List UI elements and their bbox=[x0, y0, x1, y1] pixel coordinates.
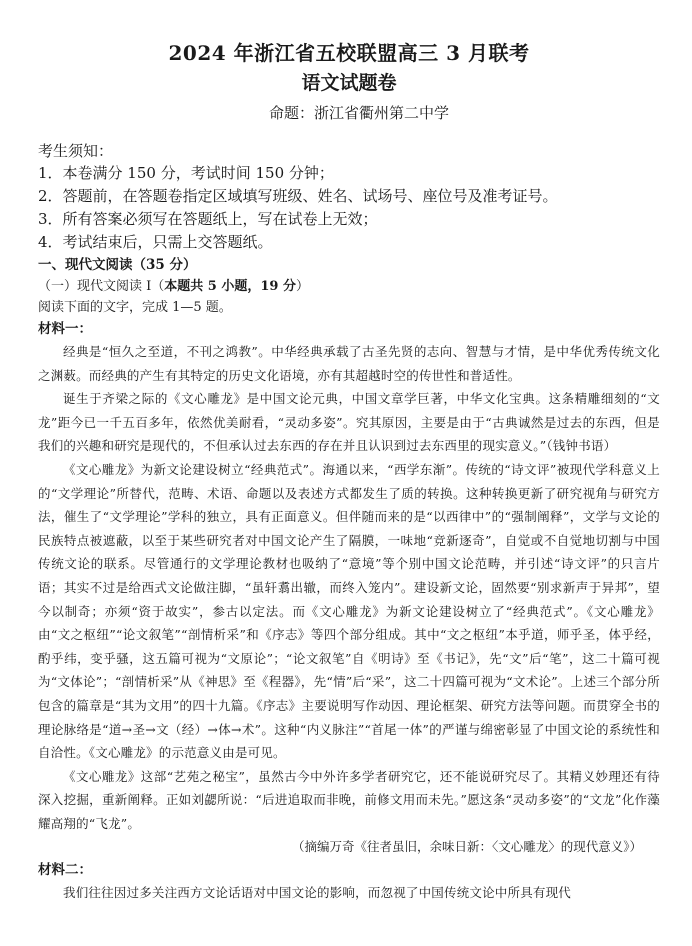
notice-item: 1．本卷满分 150 分，考试时间 150 分钟； bbox=[38, 164, 334, 182]
notice-item: 4．考试结束后，只需上交答题纸。 bbox=[38, 233, 273, 251]
material-source: （摘编万奇《往者虽旧，余味日新：〈文心雕龙〉的现代意义》） bbox=[291, 839, 642, 855]
subsection-suffix: ） bbox=[296, 279, 310, 294]
notice-item: 3．所有答案必须写在答题纸上，写在试卷上无效； bbox=[38, 210, 378, 228]
section-heading: 一、现代文阅读（35 分） bbox=[38, 257, 197, 273]
subsection-heading bbox=[38, 276, 660, 297]
material-paragraph: 诞生于齐梁之际的《文心雕龙》是中国文论元典，中国文章学巨著，中华文化宝典。这条精雕细刻的“文龙”距今已一千五百多年，依然优美耐看，“灵动多姿”。究其原因，主要是由于“古典诚然是过去的东西，但是我们的兴趣和研究是现代的，不但承认过去东西的存在并且认识到过去东西里的现实意义。”（钱钟书语） bbox=[38, 391, 660, 454]
notice-item: 2．答题前，在答题卷指定区域填写班级、姓名、试场号、座位号及准考证号。 bbox=[38, 187, 558, 205]
material-paragraph: 经典是“恒久之至道，不刊之鸿教”。中华经典承载了古圣先贤的志向、智慧与才情，是中华优秀传统文化之渊薮。而经典的产生有其特定的历史文化语境，亦有其超越时空的传世性和普适性。 bbox=[38, 344, 660, 383]
material-paragraph: 《文心雕龙》为新文论建设树立“经典范式”。海通以来，“西学东渐”。传统的“诗文评”被现代学科意义上的“文学理论”所替代，范畴、术语、命题以及表述方式都发生了质的转换。这种转换更新了研究视角与研究方法，催生了“文学理论”学科的独立，具有正面意义。但伴随而来的是“以西律中”的“强制阐释”，文学与文论的民族特点被遮蔽，以至于某些研究者对中国文论产生了隔膜，一味地“竞新逐奇”，自觉或不自觉地切割与中国传统文论的联系。尽管通行的文学理论教材也吸纳了“意境”等个别中国文论范畴，并引述“诗文评”的只言片语；其实不过是给西式文论做注脚，“虽轩翥出辙，而终入笼内”。建设新文论，固然要“别求新声于异邦”，望今以制奇；亦须“资于故实”，参古以定法。而《文心雕龙》为新文论建设树立了“经典范式”。《文心雕龙》由“文之枢纽”“论文叙笔”“剖情析采”和《序志》等四个部分组成。其中“文之枢纽”本乎道，师乎圣，体乎经，酌乎纬，变乎骚，这五篇可视为“文原论”；“论文叙笔”自《明诗》至《书记》，先“文”后“笔”，这二十篇可视为“文体论”；“剖情析采”从《神思》至《程器》，先“情”后“采”，这二十四篇可视为“文术论”。上述三个部分所包含的篇章是“其为文用”的四十九篇。《序志》主要说明写作动因、理论框架、研究方法等问题。而贯穿全书的理论脉络是“道→圣→文（经）→体→术”。这种“内义脉注”“首尾一体”的严谨与绵密彰显了中国文论的系统性和自洽性。《文心雕龙》的示范意义由是可见。 bbox=[38, 461, 660, 761]
reading-instruction: 阅读下面的文字，完成 1—5 题。 bbox=[38, 300, 232, 315]
material-label: 材料二： bbox=[38, 862, 92, 879]
notice-heading: 考生须知： bbox=[38, 142, 114, 160]
subsection-score: 本题共 5 小题，19 分 bbox=[164, 279, 296, 294]
subsection-prefix: （一）现代文阅读 I（ bbox=[38, 279, 165, 294]
material-paragraph: 《文心雕龙》这部“艺苑之秘宝”，虽然古今中外许多学者研究它，还不能说研究尽了。其精义妙理还有待深入挖掘，重新阐释。正如刘勰所说：“后进追取而非晚，前修文用而未先。”愿这条“灵动多姿”的“文龙”化作藻耀高翔的“飞龙”。 bbox=[38, 768, 660, 831]
exam-title: 2024 年浙江省五校联盟高三 3 月联考 bbox=[168, 41, 530, 65]
material-paragraph: 我们往往因过多关注西方文论话语对中国文论的影响，而忽视了中国传统文论中所具有现代 bbox=[63, 885, 572, 901]
exam-proposer: 命题：浙江省衢州第二中学 bbox=[268, 104, 449, 122]
exam-subtitle: 语文试题卷 bbox=[301, 72, 397, 94]
material-label: 材料一： bbox=[38, 321, 92, 337]
